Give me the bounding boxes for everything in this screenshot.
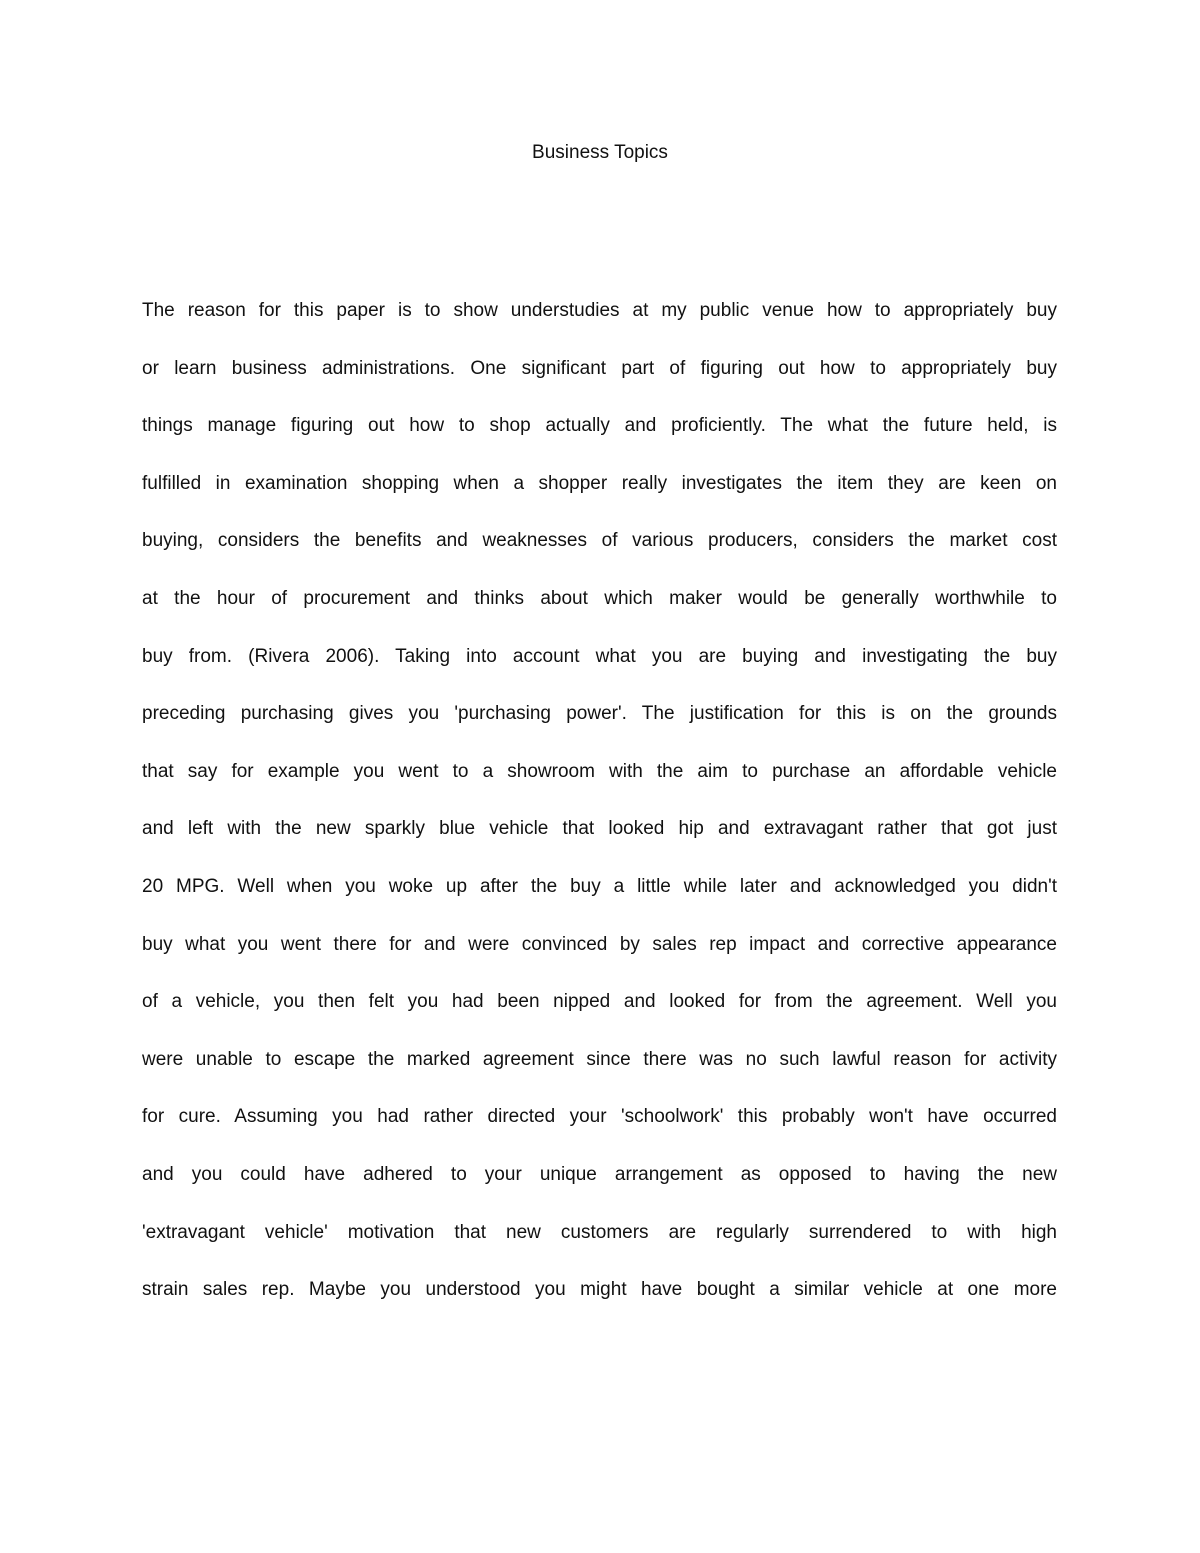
text-line: buy what you went there for and were convinced by sales rep impact and corrective appearance bbox=[142, 933, 1057, 955]
text-line: at the hour of procurement and thinks about which maker would be generally worthwhile to bbox=[142, 587, 1057, 609]
text-line: fulfilled in examination shopping when a shopper really investigates the item they are keen on bbox=[142, 472, 1057, 494]
text-line: buying, considers the benefits and weaknesses of various producers, considers the market cost bbox=[142, 530, 1057, 552]
text-line: 20 MPG. Well when you woke up after the buy a little while later and acknowledged you didn't bbox=[142, 875, 1057, 897]
body-paragraph bbox=[142, 296, 1057, 1333]
text-line: and you could have adhered to your unique arrangement as opposed to having the new bbox=[142, 1163, 1057, 1185]
text-line: were unable to escape the marked agreement since there was no such lawful reason for activity bbox=[142, 1048, 1057, 1070]
text-line: of a vehicle, you then felt you had been nipped and looked for from the agreement. Well you bbox=[142, 991, 1057, 1013]
text-line: for cure. Assuming you had rather directed your 'schoolwork' this probably won't have occurred bbox=[142, 1106, 1057, 1128]
text-line: The reason for this paper is to show understudies at my public venue how to appropriately buy bbox=[142, 300, 1057, 321]
text-line: strain sales rep. Maybe you understood you might have bought a similar vehicle at one more bbox=[142, 1279, 1057, 1301]
document-title: Business Topics bbox=[532, 142, 668, 163]
text-line: preceding purchasing gives you 'purchasing power'. The justification for this is on the grounds bbox=[142, 703, 1057, 725]
text-line: that say for example you went to a showroom with the aim to purchase an affordable vehicle bbox=[142, 760, 1057, 782]
text-line: or learn business administrations. One significant part of figuring out how to appropriately buy bbox=[142, 357, 1057, 379]
text-line: and left with the new sparkly blue vehicle that looked hip and extravagant rather that got just bbox=[142, 818, 1057, 840]
text-line: 'extravagant vehicle' motivation that new customers are regularly surrendered to with high bbox=[142, 1221, 1057, 1243]
text-line: things manage figuring out how to shop actually and proficiently. The what the future held, is bbox=[142, 415, 1057, 437]
text-line: buy from. (Rivera 2006). Taking into account what you are buying and investigating the buy bbox=[142, 645, 1057, 667]
